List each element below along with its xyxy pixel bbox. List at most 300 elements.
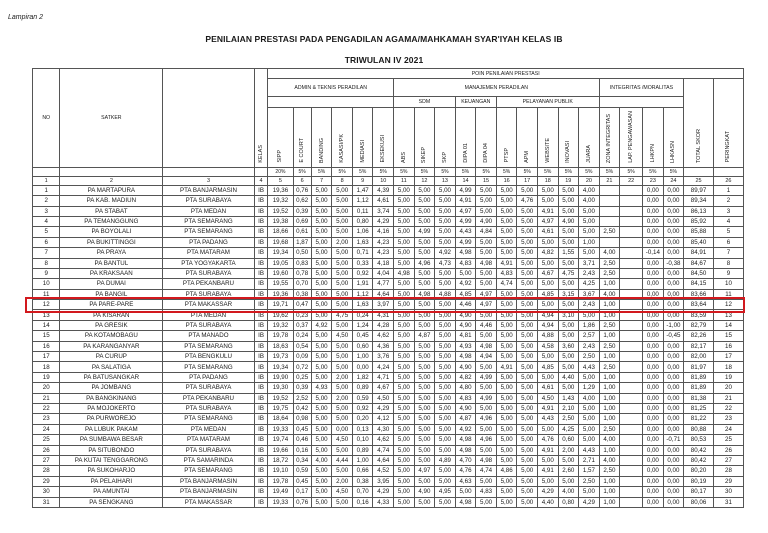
score-cell: 5,00 xyxy=(537,476,558,486)
score-cell: 5,00 xyxy=(517,487,538,497)
rank-cell: 27 xyxy=(713,455,743,465)
score-cell: 4,84 xyxy=(476,227,497,237)
score-cell: 5,00 xyxy=(517,227,538,237)
score-cell: 4,83 xyxy=(455,393,476,403)
score-cell: 4,87 xyxy=(455,414,476,424)
score-cell: 1,47 xyxy=(352,185,373,195)
score-cell: 0,00 xyxy=(663,300,684,310)
table-row xyxy=(33,362,744,372)
score-cell: 0,00 xyxy=(643,196,664,206)
pta-name: PTA SEMARANG xyxy=(163,414,254,424)
total-score: 86,13 xyxy=(684,206,714,216)
score-cell: 5,00 xyxy=(311,279,332,289)
kelas-cell: IB xyxy=(254,237,268,247)
score-cell: 5,00 xyxy=(332,227,353,237)
score-cell: 5,00 xyxy=(311,372,332,382)
score-cell: 5,00 xyxy=(496,487,517,497)
pta-name: PTA MEDAN xyxy=(163,424,254,434)
row-number: 16 xyxy=(33,341,60,351)
score-cell xyxy=(620,227,643,237)
score-cell: 0,39 xyxy=(293,206,311,216)
column-header: LAP. PENGAWASAN xyxy=(620,107,643,167)
column-header: ABS xyxy=(394,107,415,167)
score-cell: 4,99 xyxy=(455,185,476,195)
satker-name: PA JOMBANG xyxy=(60,383,163,393)
column-header: E COURT xyxy=(293,107,311,167)
score-cell xyxy=(620,476,643,486)
score-cell: 4,50 xyxy=(373,393,394,403)
score-cell: 2,43 xyxy=(579,341,600,351)
column-index: 23 xyxy=(643,176,664,185)
score-cell: 0,13 xyxy=(352,424,373,434)
row-number: 29 xyxy=(33,476,60,486)
column-header: KASASI/PK xyxy=(332,107,353,167)
score-cell: 5,00 xyxy=(435,341,456,351)
score-cell: 4,77 xyxy=(373,279,394,289)
satker-name: PA BANTUL xyxy=(60,258,163,268)
satker-name: PA PURWOREJO xyxy=(60,414,163,424)
score-cell: 5,00 xyxy=(394,341,415,351)
score-cell: 0,76 xyxy=(293,185,311,195)
score-cell: 0,72 xyxy=(293,362,311,372)
score-cell: 19,74 xyxy=(268,435,293,445)
score-cell: 4,29 xyxy=(537,487,558,497)
score-cell xyxy=(620,216,643,226)
score-cell: 0,00 xyxy=(643,403,664,413)
total-score: 83,66 xyxy=(684,289,714,299)
score-cell: 5,00 xyxy=(394,455,415,465)
score-cell: 5,00 xyxy=(435,445,456,455)
score-cell: 5,00 xyxy=(394,383,415,393)
rank-cell: 6 xyxy=(713,237,743,247)
score-cell: 0,00 xyxy=(643,237,664,247)
column-header: DIPA 04 xyxy=(476,107,497,167)
score-cell: 0,46 xyxy=(293,435,311,445)
score-cell: 5,00 xyxy=(579,403,600,413)
kelas-cell: IB xyxy=(254,487,268,497)
satker-name: PA BANGIL xyxy=(60,289,163,299)
score-cell: 4,92 xyxy=(455,424,476,434)
score-cell: 4,24 xyxy=(373,362,394,372)
score-cell: 4,98 xyxy=(455,352,476,362)
weight-cell: 5% xyxy=(663,167,684,176)
score-cell: 2,00 xyxy=(332,372,353,382)
score-cell: 0,50 xyxy=(293,248,311,258)
score-cell: 2,50 xyxy=(599,320,620,330)
column-index: 14 xyxy=(455,176,476,185)
score-cell: 2,00 xyxy=(332,393,353,403)
column-index: 9 xyxy=(352,176,373,185)
column-index: 8 xyxy=(332,176,353,185)
score-cell xyxy=(620,383,643,393)
satker-name: PA STABAT xyxy=(60,206,163,216)
score-cell: 0,39 xyxy=(293,383,311,393)
score-cell: 5,00 xyxy=(517,497,538,507)
satker-name: PA BANGKINANG xyxy=(60,393,163,403)
weight-cell: 5% xyxy=(293,167,311,176)
score-cell: 4,29 xyxy=(373,487,394,497)
score-cell: 4,75 xyxy=(332,310,353,320)
table-row xyxy=(33,206,744,216)
score-cell: 0,00 xyxy=(643,435,664,445)
header-keuangan: KEUANGAN xyxy=(455,97,496,107)
score-cell: 1,00 xyxy=(599,414,620,424)
score-cell: 4,99 xyxy=(476,393,497,403)
column-index: 7 xyxy=(311,176,332,185)
score-cell: 4,46 xyxy=(455,300,476,310)
score-cell: 1,63 xyxy=(352,237,373,247)
score-cell: 5,00 xyxy=(332,466,353,476)
score-cell: 0,00 xyxy=(663,455,684,465)
pta-name: PTA PADANG xyxy=(163,237,254,247)
pta-name: PTA SURABAYA xyxy=(163,383,254,393)
table-row xyxy=(33,331,744,341)
score-cell: 4,97 xyxy=(476,300,497,310)
score-cell: 0,00 xyxy=(643,372,664,382)
kelas-cell: IB xyxy=(254,320,268,330)
score-cell: 5,00 xyxy=(414,445,435,455)
score-cell: 5,00 xyxy=(435,206,456,216)
total-score: 82,00 xyxy=(684,352,714,362)
score-cell: 0,76 xyxy=(293,497,311,507)
rank-cell: 7 xyxy=(713,248,743,258)
score-cell: 4,90 xyxy=(455,310,476,320)
score-cell: 5,00 xyxy=(517,289,538,299)
score-cell: 4,91 xyxy=(496,362,517,372)
total-score: 80,06 xyxy=(684,497,714,507)
weight-cell: 5% xyxy=(620,167,643,176)
score-cell: 4,61 xyxy=(537,227,558,237)
score-cell: 4,29 xyxy=(579,497,600,507)
column-header: ZONA INTEGRITAS xyxy=(599,107,620,167)
row-number: 4 xyxy=(33,216,60,226)
score-cell: 5,00 xyxy=(537,279,558,289)
row-number: 10 xyxy=(33,279,60,289)
score-cell: 5,00 xyxy=(414,310,435,320)
score-cell: 1,29 xyxy=(579,383,600,393)
score-cell: 5,00 xyxy=(414,300,435,310)
score-cell: 5,00 xyxy=(414,424,435,434)
weight-cell: 5% xyxy=(352,167,373,176)
header-manajemen: MANAJEMEN PERADILAN xyxy=(394,79,600,97)
score-cell: 5,00 xyxy=(496,216,517,226)
score-cell: 4,16 xyxy=(373,227,394,237)
score-cell xyxy=(620,497,643,507)
score-cell: 0,16 xyxy=(293,445,311,455)
column-index: 20 xyxy=(579,176,600,185)
score-cell: 5,00 xyxy=(496,403,517,413)
satker-name: PA KAB. MADIUN xyxy=(60,196,163,206)
score-cell xyxy=(620,445,643,455)
score-cell: 5,00 xyxy=(311,476,332,486)
column-index: 3 xyxy=(163,176,254,185)
score-cell: 0,00 xyxy=(663,352,684,362)
score-cell: 4,83 xyxy=(476,487,497,497)
column-header: EKSEKUSI xyxy=(373,107,394,167)
score-cell: 5,00 xyxy=(394,279,415,289)
table-row xyxy=(33,487,744,497)
score-cell: 0,00 xyxy=(643,206,664,216)
score-cell: 4,62 xyxy=(373,331,394,341)
score-cell: 4,70 xyxy=(455,455,476,465)
score-cell: 5,00 xyxy=(394,403,415,413)
score-cell: 4,98 xyxy=(394,268,415,278)
score-cell: 4,99 xyxy=(455,237,476,247)
score-cell: 5,00 xyxy=(476,445,497,455)
score-cell: 5,00 xyxy=(435,497,456,507)
kelas-cell: IB xyxy=(254,383,268,393)
row-number: 27 xyxy=(33,455,60,465)
score-cell: 5,00 xyxy=(517,279,538,289)
score-cell: 5,00 xyxy=(558,227,579,237)
score-cell: 5,00 xyxy=(496,445,517,455)
score-cell: 5,00 xyxy=(311,237,332,247)
score-cell xyxy=(620,372,643,382)
score-cell: 5,00 xyxy=(332,258,353,268)
weight-cell: 5% xyxy=(373,167,394,176)
satker-name: PA BATUSANGKAR xyxy=(60,372,163,382)
total-score: 80,42 xyxy=(684,455,714,465)
score-cell: 1,00 xyxy=(599,352,620,362)
score-cell: 5,00 xyxy=(414,185,435,195)
score-cell: 5,00 xyxy=(517,445,538,455)
table-row xyxy=(33,216,744,226)
score-cell: 1,00 xyxy=(599,331,620,341)
score-cell: 4,96 xyxy=(476,435,497,445)
score-cell: 4,43 xyxy=(537,414,558,424)
score-cell: 2,00 xyxy=(558,445,579,455)
rank-cell: 25 xyxy=(713,435,743,445)
row-number: 15 xyxy=(33,331,60,341)
column-index: 19 xyxy=(558,176,579,185)
score-cell: 4,71 xyxy=(373,372,394,382)
score-cell: 5,00 xyxy=(537,424,558,434)
score-cell: 19,49 xyxy=(268,487,293,497)
score-cell: 4,98 xyxy=(455,435,476,445)
score-cell: 1,00 xyxy=(599,393,620,403)
pta-name: PTA MATARAM xyxy=(163,435,254,445)
total-score: 84,91 xyxy=(684,248,714,258)
score-cell: 4,92 xyxy=(435,248,456,258)
score-cell: 4,88 xyxy=(435,289,456,299)
score-cell: 19,78 xyxy=(268,476,293,486)
column-index: 15 xyxy=(476,176,497,185)
row-number: 24 xyxy=(33,424,60,434)
column-index: 24 xyxy=(663,176,684,185)
score-cell: 2,71 xyxy=(579,455,600,465)
kelas-cell: IB xyxy=(254,331,268,341)
score-cell: 5,00 xyxy=(579,414,600,424)
weight-cell: 5% xyxy=(537,167,558,176)
score-cell: 5,00 xyxy=(394,310,415,320)
score-cell: 0,00 xyxy=(643,216,664,226)
score-cell: 5,00 xyxy=(332,414,353,424)
satker-name: PA SALATIGA xyxy=(60,362,163,372)
column-index: 6 xyxy=(293,176,311,185)
kelas-cell: IB xyxy=(254,268,268,278)
total-score: 85,92 xyxy=(684,216,714,226)
score-cell: 5,00 xyxy=(311,289,332,299)
score-cell: 5,00 xyxy=(394,362,415,372)
score-cell: 4,95 xyxy=(435,487,456,497)
kelas-cell: IB xyxy=(254,248,268,258)
score-cell: 5,00 xyxy=(311,403,332,413)
score-cell: 1,91 xyxy=(352,279,373,289)
satker-name: PA PRAYA xyxy=(60,248,163,258)
kelas-cell: IB xyxy=(254,258,268,268)
column-index: 11 xyxy=(394,176,415,185)
score-cell: 0,54 xyxy=(293,341,311,351)
score-cell: 5,00 xyxy=(414,393,435,403)
score-cell: 19,33 xyxy=(268,497,293,507)
header-kelas: KELAS xyxy=(254,69,268,168)
score-cell: 4,99 xyxy=(414,227,435,237)
score-cell: 5,00 xyxy=(394,476,415,486)
rank-cell: 20 xyxy=(713,383,743,393)
column-index: 4 xyxy=(254,176,268,185)
score-cell: 4,50 xyxy=(332,331,353,341)
score-cell: 1,00 xyxy=(599,476,620,486)
score-cell: 0,09 xyxy=(293,352,311,362)
total-score: 84,50 xyxy=(684,268,714,278)
score-cell: 5,00 xyxy=(311,216,332,226)
score-cell: 0,00 xyxy=(663,476,684,486)
row-number: 9 xyxy=(33,268,60,278)
score-cell: 5,00 xyxy=(496,393,517,403)
column-index: 25 xyxy=(684,176,714,185)
total-score: 81,25 xyxy=(684,403,714,413)
score-cell: 4,00 xyxy=(599,435,620,445)
score-cell: 4,28 xyxy=(373,320,394,330)
score-cell xyxy=(599,196,620,206)
score-cell: 4,90 xyxy=(455,362,476,372)
score-cell: 4,31 xyxy=(373,310,394,320)
total-score: 85,88 xyxy=(684,227,714,237)
row-number: 22 xyxy=(33,403,60,413)
score-cell: 3,95 xyxy=(373,476,394,486)
header-poin: POIN PENILAIAN PRESTASI xyxy=(268,69,744,79)
score-cell: 1,57 xyxy=(579,466,600,476)
total-score: 85,40 xyxy=(684,237,714,247)
pta-name: PTA SEMARANG xyxy=(163,341,254,351)
rank-cell: 8 xyxy=(713,258,743,268)
score-cell: 5,00 xyxy=(414,206,435,216)
score-cell: 5,00 xyxy=(476,403,497,413)
pta-name: PTA MANADO xyxy=(163,331,254,341)
score-cell: 5,00 xyxy=(332,279,353,289)
kelas-cell: IB xyxy=(254,362,268,372)
score-cell xyxy=(620,279,643,289)
score-cell: 4,83 xyxy=(496,268,517,278)
score-cell: 0,38 xyxy=(293,289,311,299)
score-cell: 2,50 xyxy=(599,268,620,278)
lampiran-label: Lampiran 2 xyxy=(8,14,44,21)
score-cell: 5,00 xyxy=(579,310,600,320)
rank-cell: 13 xyxy=(713,310,743,320)
score-cell xyxy=(620,248,643,258)
score-cell: 1,55 xyxy=(558,248,579,258)
table-row xyxy=(33,497,744,507)
score-cell: 19,30 xyxy=(268,383,293,393)
score-cell: 5,00 xyxy=(558,383,579,393)
score-cell: 0,45 xyxy=(293,476,311,486)
score-cell: 5,00 xyxy=(476,206,497,216)
row-number: 13 xyxy=(33,310,60,320)
rank-cell: 18 xyxy=(713,362,743,372)
score-cell: 0,20 xyxy=(352,414,373,424)
score-cell: 5,00 xyxy=(537,352,558,362)
score-cell: 5,00 xyxy=(394,497,415,507)
score-cell: 0,37 xyxy=(293,320,311,330)
score-cell: 0,00 xyxy=(663,497,684,507)
table-row xyxy=(33,279,744,289)
header-total: TOTAL SKOR xyxy=(684,79,714,167)
kelas-cell: IB xyxy=(254,341,268,351)
satker-name: PA KOTAMOBAGU xyxy=(60,331,163,341)
weight-cell: 5% xyxy=(332,167,353,176)
column-header: SIPP xyxy=(268,107,293,167)
score-cell: 5,00 xyxy=(414,383,435,393)
score-cell: 4,63 xyxy=(455,476,476,486)
score-cell: 5,00 xyxy=(476,362,497,372)
score-cell: 5,00 xyxy=(414,341,435,351)
score-cell: 0,00 xyxy=(663,487,684,497)
rank-cell: 15 xyxy=(713,331,743,341)
score-cell: 5,00 xyxy=(311,331,332,341)
score-cell: 5,00 xyxy=(435,424,456,434)
score-cell: 5,00 xyxy=(496,414,517,424)
score-cell: 5,00 xyxy=(517,372,538,382)
row-number: 28 xyxy=(33,466,60,476)
column-header: JUARA xyxy=(579,107,600,167)
score-cell: 3,10 xyxy=(558,310,579,320)
score-cell xyxy=(599,216,620,226)
score-cell: 5,00 xyxy=(517,383,538,393)
score-cell: 0,00 xyxy=(643,310,664,320)
score-cell: 4,94 xyxy=(537,320,558,330)
score-cell: 19,34 xyxy=(268,248,293,258)
score-cell: 4,91 xyxy=(537,206,558,216)
score-cell: 5,00 xyxy=(435,185,456,195)
satker-name: PA KUTAI TENGGARONG xyxy=(60,455,163,465)
score-cell: 5,00 xyxy=(517,268,538,278)
row-number: 12 xyxy=(33,300,60,310)
score-cell: 4,40 xyxy=(558,372,579,382)
score-cell: 4,82 xyxy=(537,248,558,258)
score-cell: 5,00 xyxy=(517,320,538,330)
table-row xyxy=(33,476,744,486)
score-cell: 4,98 xyxy=(414,289,435,299)
score-cell: 5,00 xyxy=(435,403,456,413)
score-cell: 5,00 xyxy=(311,300,332,310)
pta-name: PTA SEMARANG xyxy=(163,466,254,476)
score-cell: 5,00 xyxy=(332,196,353,206)
total-score: 81,38 xyxy=(684,393,714,403)
score-cell xyxy=(620,393,643,403)
score-cell: 0,00 xyxy=(663,424,684,434)
score-cell: -0,14 xyxy=(643,248,664,258)
rank-cell: 30 xyxy=(713,487,743,497)
score-cell: 3,67 xyxy=(579,289,600,299)
score-cell: 5,00 xyxy=(394,466,415,476)
score-cell: 2,50 xyxy=(579,476,600,486)
score-cell: 4,29 xyxy=(373,403,394,413)
table-header xyxy=(33,69,744,168)
score-cell: 2,00 xyxy=(332,237,353,247)
page-period: TRIWULAN IV 2021 xyxy=(344,55,424,65)
score-cell: 0,00 xyxy=(663,445,684,455)
score-cell: 5,00 xyxy=(435,362,456,372)
